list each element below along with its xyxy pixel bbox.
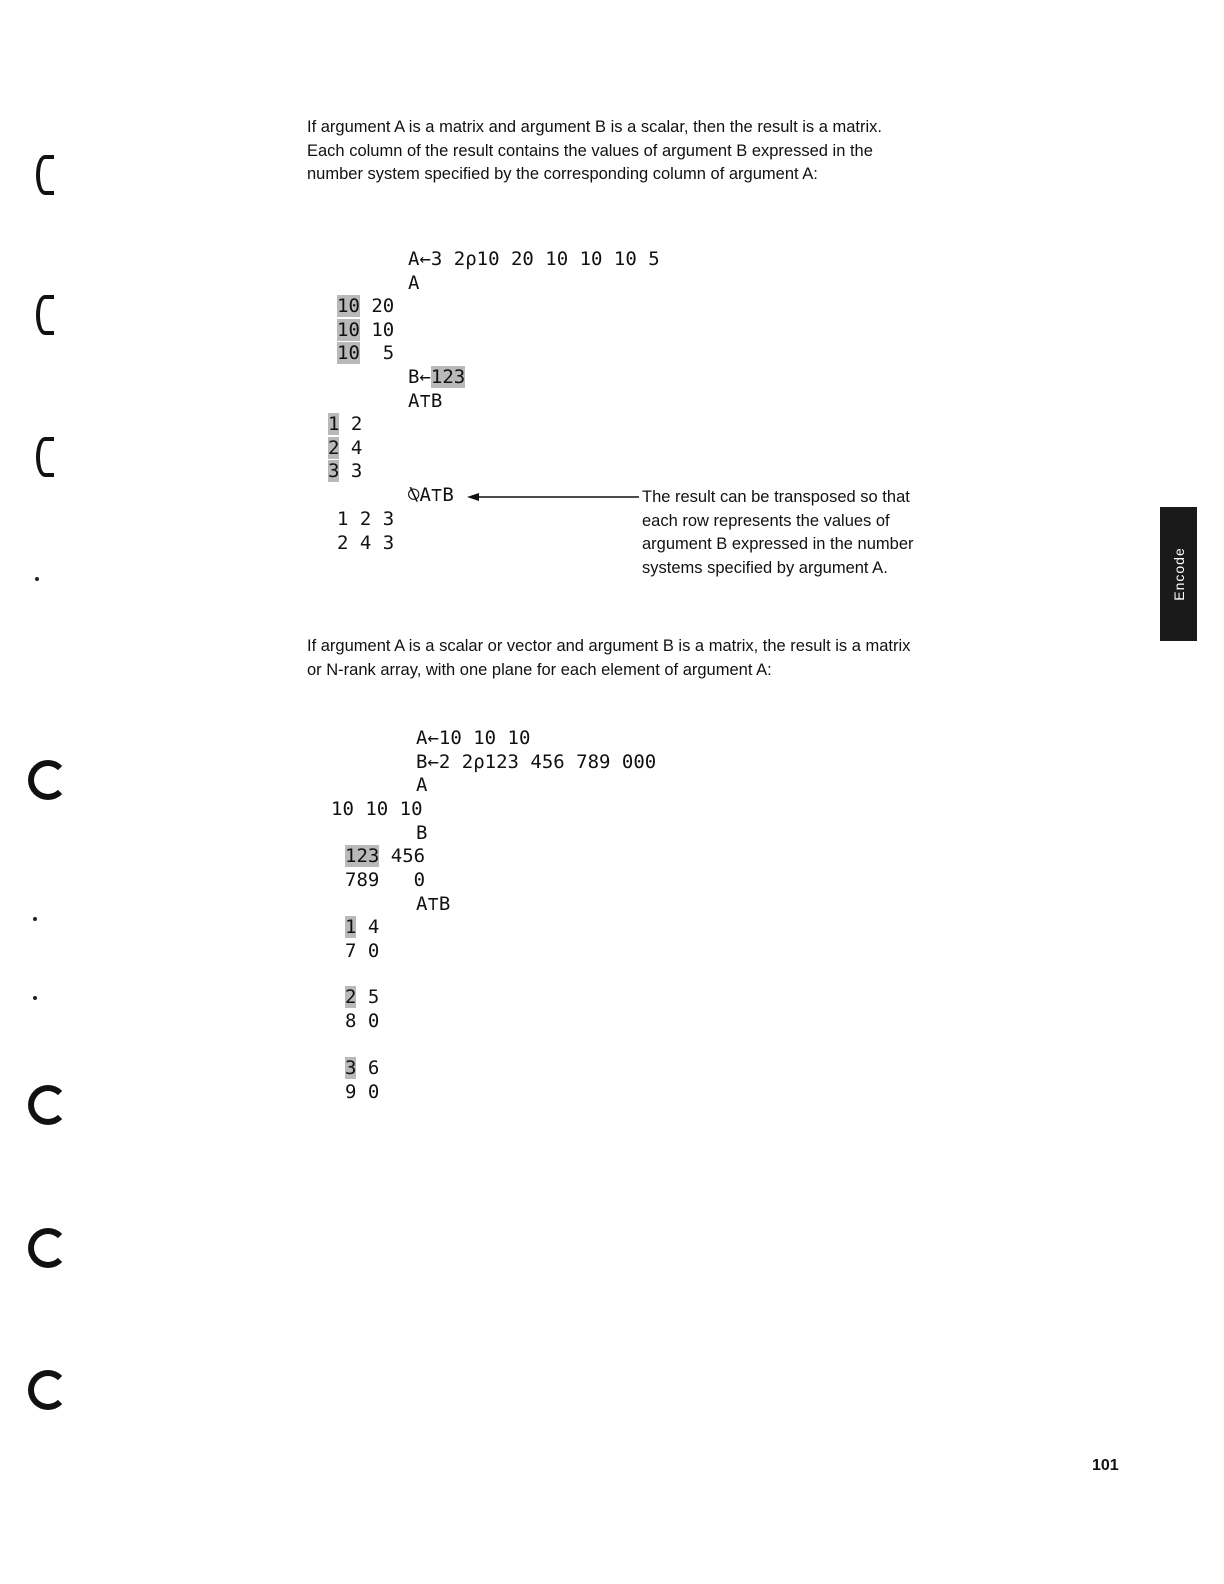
example2-show-b [416, 822, 427, 846]
intro-line-3: number system specified by the corresponding column of argument A: [307, 165, 818, 183]
ex1-a-r1-rest: 20 [359, 295, 395, 317]
example1-transpose-expr [408, 484, 454, 508]
binder-hole-1 [36, 155, 54, 195]
ex2-p2-row2: 8 0 [345, 1009, 380, 1032]
example1-a-matrix [337, 295, 394, 366]
ex1-a-r1-highlight: 10 [337, 295, 360, 317]
ex2-p3-rest: 6 [356, 1057, 380, 1079]
ex1-t-row1: 1 2 3 [337, 508, 395, 530]
example2-plane-1 [345, 916, 379, 963]
note-line-1: The result can be transposed so that [642, 488, 910, 506]
intro-line-1: If argument A is a matrix and argument B is a scalar, then the result is a matrix. [307, 118, 883, 136]
ex2-p2-rest: 5 [356, 986, 380, 1008]
ex1-line-show-a: A [408, 271, 420, 294]
ex1-e1-highlight: 1 [328, 413, 340, 435]
note-line-4: systems specified by argument A. [642, 558, 888, 577]
ex1-e3-highlight: 3 [328, 460, 340, 483]
margin-dot-2 [33, 917, 37, 921]
second-line-1: If argument A is a scalar or vector and argument B is a matrix, the result is a matrix [307, 637, 911, 655]
ex2-p1-highlight: 1 [345, 916, 357, 938]
ex2-line-assign-b: B←2 2⍴123 456 789 000 [416, 750, 657, 773]
ex2-line-show-a: A [416, 774, 428, 797]
second-line-2: or N-rank array, with one plane for each element of argument A: [307, 660, 772, 679]
example1-b-assign [408, 366, 465, 413]
note-line-3: argument B expressed in the number [642, 535, 914, 553]
ex1-transpose-line: ⍉A⊤B [408, 484, 454, 506]
ex2-encode-line: A⊤B [416, 893, 451, 915]
transpose-note [642, 486, 914, 580]
note-line-2: each row represents the values of [642, 511, 890, 530]
example1-transpose-result [337, 508, 394, 555]
binder-hole-6 [28, 1228, 68, 1268]
ex2-p2-highlight: 2 [345, 986, 357, 1008]
ex1-b-value-highlight: 123 [430, 366, 466, 388]
ex1-a-r2-highlight: 10 [337, 318, 360, 341]
binder-hole-3 [36, 437, 54, 477]
binder-hole-5 [28, 1085, 68, 1125]
example2-b-matrix [345, 845, 425, 892]
intro-line-2: Each column of the result contains the values of argument B expressed in the [307, 141, 873, 160]
ex1-e2-highlight: 2 [328, 436, 340, 459]
section-tab-encode [1160, 507, 1197, 641]
ex1-a-r3-rest: 5 [359, 342, 395, 365]
ex1-a-r2-rest: 10 [359, 318, 395, 341]
ex2-a-value: 10 10 10 [331, 798, 423, 820]
section-tab-label: Encode [1170, 547, 1187, 601]
intro-paragraph [307, 116, 882, 187]
ex1-e3-rest: 3 [339, 460, 363, 483]
binder-hole-4 [28, 760, 68, 800]
margin-dot-3 [33, 996, 37, 1000]
second-paragraph [307, 635, 910, 682]
example2-input [416, 727, 656, 798]
ex2-p1-rest: 4 [356, 916, 380, 938]
ex1-t-row2: 2 4 3 [337, 531, 395, 554]
ex1-b-prefix: B← [408, 366, 431, 388]
ex2-line-show-b: B [416, 822, 428, 844]
ex2-p3-highlight: 3 [345, 1057, 357, 1079]
arrow-head [467, 493, 479, 501]
pointer-arrow [467, 491, 639, 503]
ex1-encode-expr: A⊤B [408, 389, 443, 412]
example2-plane-3 [345, 1057, 379, 1104]
ex2-p3-row2: 9 0 [345, 1080, 380, 1103]
example2-plane-2 [345, 986, 379, 1033]
ex2-b-r1-highlight: 123 [345, 845, 380, 867]
ex1-line-assign-a: A←3 2⍴10 20 10 10 10 5 [408, 248, 660, 270]
binder-hole-7 [28, 1370, 68, 1410]
ex1-a-r3-highlight: 10 [337, 342, 360, 365]
ex2-b-r1-rest: 456 [379, 845, 426, 867]
ex1-e2-rest: 4 [339, 436, 363, 459]
example1-input [408, 248, 660, 295]
example2-encode-expr [416, 893, 450, 917]
example1-encode-result [328, 413, 362, 484]
page-number: 101 [1092, 1457, 1119, 1474]
ex2-b-r2: 789 0 [345, 868, 426, 891]
ex2-line-assign-a: A←10 10 10 [416, 727, 531, 749]
margin-dot-1 [35, 577, 39, 581]
binder-hole-2 [36, 295, 54, 335]
example2-a-value [331, 798, 423, 822]
ex1-e1-rest: 2 [339, 413, 363, 435]
ex2-p1-row2: 7 0 [345, 939, 380, 962]
